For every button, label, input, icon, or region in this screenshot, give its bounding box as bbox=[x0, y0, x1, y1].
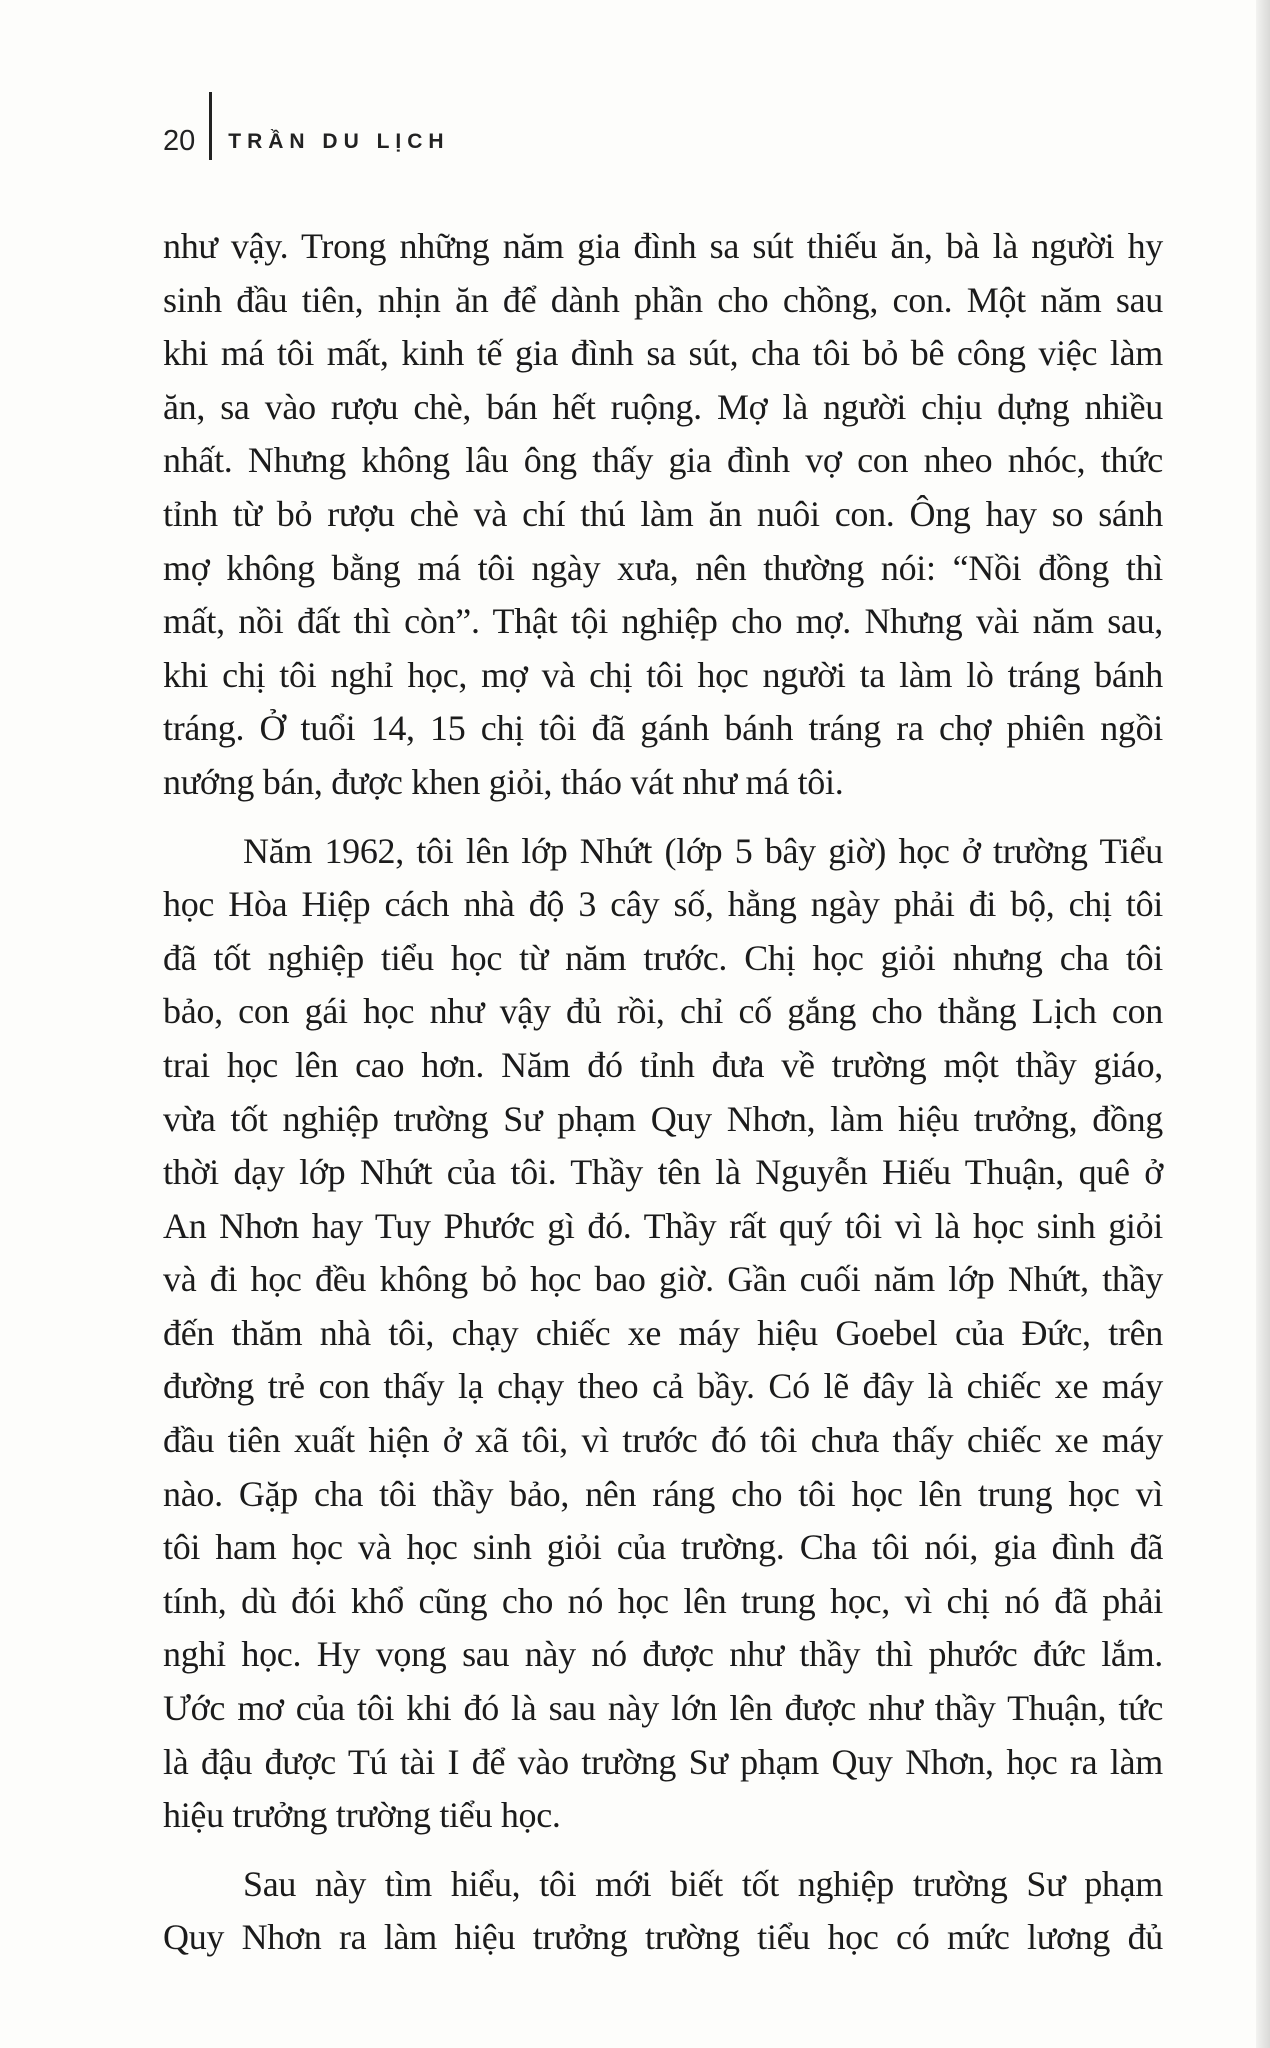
text-line: ăn, sa vào rượu chè, bán hết ruộng. Mợ là người chịu dựng nhiều bbox=[163, 386, 1163, 427]
text-line: Năm 1962, tôi lên lớp Nhứt (lớp 5 bây giờ) học ở trường Tiểu bbox=[243, 830, 1163, 871]
paragraph bbox=[163, 1858, 1163, 1965]
text-line: Quy Nhơn ra làm hiệu trưởng trường tiểu học có mức lương đủ bbox=[163, 1917, 1163, 1958]
text-line: An Nhơn hay Tuy Phước gì đó. Thầy rất quý tôi vì là học sinh giỏi bbox=[163, 1205, 1163, 1246]
text-line: trai học lên cao hơn. Năm đó tỉnh đưa về trường một thầy giáo, bbox=[163, 1044, 1163, 1085]
text-line: Ước mơ của tôi khi đó là sau này lớn lên được như thầy Thuận, tức bbox=[163, 1688, 1163, 1729]
author-name: TRẦN DU LỊCH bbox=[228, 130, 450, 153]
text-line: vừa tốt nghiệp trường Sư phạm Quy Nhơn, làm hiệu trưởng, đồng bbox=[163, 1098, 1163, 1139]
text-line: sinh đầu tiên, nhịn ăn để dành phần cho chồng, con. Một năm sau bbox=[163, 279, 1163, 320]
body-text bbox=[163, 220, 1163, 1980]
text-line: bảo, con gái học như vậy đủ rồi, chỉ cố gắng cho thằng Lịch con bbox=[163, 991, 1163, 1032]
text-line: thời dạy lớp Nhứt của tôi. Thầy tên là Nguyễn Hiếu Thuận, quê ở bbox=[163, 1152, 1163, 1193]
text-line: là đậu được Tú tài I để vào trường Sư phạm Quy Nhơn, học ra làm bbox=[163, 1741, 1163, 1782]
text-line: như vậy. Trong những năm gia đình sa sút thiếu ăn, bà là người hy bbox=[163, 226, 1163, 266]
text-line: nướng bán, được khen giỏi, tháo vát như má tôi. bbox=[163, 761, 844, 802]
text-line: đầu tiên xuất hiện ở xã tôi, vì trước đó tôi chưa thấy chiếc xe máy bbox=[163, 1420, 1163, 1461]
text-line: mất, nồi đất thì còn”. Thật tội nghiệp cho mợ. Nhưng vài năm sau, bbox=[163, 601, 1163, 642]
paragraph bbox=[163, 220, 1163, 810]
text-line: khi má tôi mất, kinh tế gia đình sa sút, cha tôi bỏ bê công việc làm bbox=[163, 333, 1163, 374]
text-line: đường trẻ con thấy lạ chạy theo cả bầy. Có lẽ đây là chiếc xe máy bbox=[163, 1366, 1163, 1407]
page-number: 20 bbox=[163, 125, 196, 157]
text-line: đã tốt nghiệp tiểu học từ năm trước. Chị học giỏi nhưng cha tôi bbox=[163, 937, 1163, 978]
text-line: Sau này tìm hiểu, tôi mới biết tốt nghiệp trường Sư phạm bbox=[243, 1863, 1163, 1904]
header-divider bbox=[209, 92, 212, 160]
text-line: hiệu trưởng trường tiểu học. bbox=[163, 1795, 561, 1836]
text-line: đến thăm nhà tôi, chạy chiếc xe máy hiệu Goebel của Đức, trên bbox=[163, 1312, 1163, 1353]
text-line: tính, dù đói khổ cũng cho nó học lên trung học, vì chị nó đã phải bbox=[163, 1580, 1163, 1621]
text-line: nhất. Nhưng không lâu ông thấy gia đình vợ con nheo nhóc, thức bbox=[163, 440, 1163, 481]
text-line: tôi ham học và học sinh giỏi của trường. Cha tôi nói, gia đình đã bbox=[163, 1527, 1163, 1568]
paragraph bbox=[163, 825, 1163, 1843]
page-edge bbox=[1256, 0, 1270, 2048]
text-line: tỉnh từ bỏ rượu chè và chí thú làm ăn nuôi con. Ông hay so sánh bbox=[163, 493, 1163, 534]
text-line: khi chị tôi nghỉ học, mợ và chị tôi học người ta làm lò tráng bánh bbox=[163, 654, 1163, 695]
text-line: nghỉ học. Hy vọng sau này nó được như thầy thì phước đức lắm. bbox=[163, 1634, 1163, 1675]
text-line: mợ không bằng má tôi ngày xưa, nên thường nói: “Nồi đồng thì bbox=[163, 547, 1163, 588]
text-line: tráng. Ở tuổi 14, 15 chị tôi đã gánh bánh tráng ra chợ phiên ngồi bbox=[163, 708, 1163, 749]
text-line: và đi học đều không bỏ học bao giờ. Gần cuối năm lớp Nhứt, thầy bbox=[163, 1259, 1163, 1300]
text-line: học Hòa Hiệp cách nhà độ 3 cây số, hằng ngày phải đi bộ, chị tôi bbox=[163, 884, 1163, 925]
running-header bbox=[163, 88, 450, 160]
text-line: nào. Gặp cha tôi thầy bảo, nên ráng cho tôi học lên trung học vì bbox=[163, 1473, 1163, 1514]
